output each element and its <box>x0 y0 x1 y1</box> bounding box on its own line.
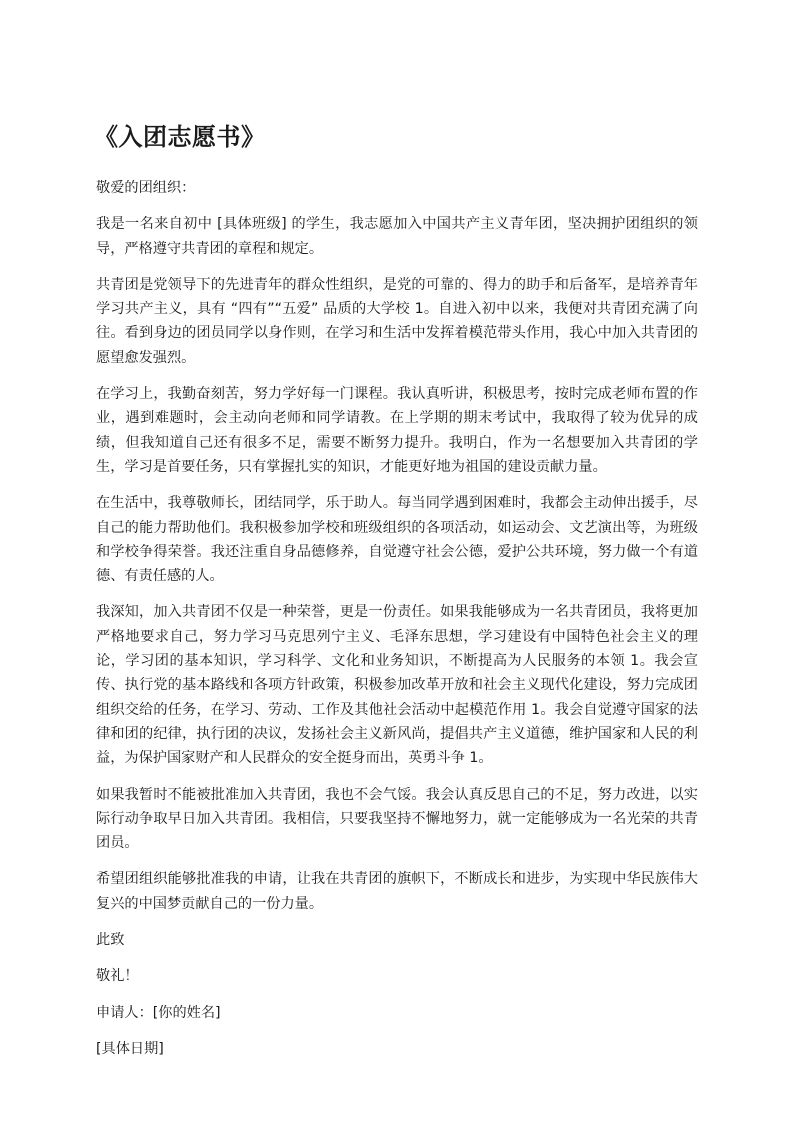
date-line: [具体日期] <box>96 1040 164 1057</box>
applicant-line: 申请人：[你的姓名] <box>96 1004 221 1021</box>
paragraph-life: 在生活中，我尊敬师长，团结同学，乐于助人。每当同学遇到困难时，我都会主动伸出援手，尽自己的能力帮助他们。我积极参加学校和班级组织的各项活动，如运动会、文艺演出等，为班级和学校争得荣誉。我还注重自身品德修养，自觉遵守社会公德，爱护公共环境，努力做一个有道德、有责任感的人。 <box>96 495 698 585</box>
paragraph-hope: 希望团组织能够批准我的申请，让我在共青团的旗帜下，不断成长和进步，为实现中华民族伟大复兴的中国梦贡献自己的一份力量。 <box>96 871 698 912</box>
paragraph-intro: 我是一名来自初中 [具体班级] 的学生，我志愿加入中国共产主义青年团，坚决拥护团组织的领导，严格遵守共青团的章程和规定。 <box>96 216 698 257</box>
closing-line-2: 敬礼！ <box>96 968 139 985</box>
closing-line-1: 此致 <box>96 932 125 949</box>
paragraph-about-league: 共青团是党领导下的先进青年的群众性组织，是党的可靠的、得力的助手和后备军，是培养青年学习共产主义，具有 “四有”“五爱” 品质的大学校 1。自进入初中以来，我便对共青团充满了向往。看到身边的团员同学以身作则，在学习和生活中发挥着模范带头作用，我心中加入共青团的愿望愈发强烈。 <box>96 276 698 366</box>
paragraph-if-rejected: 如果我暂时不能被批准加入共青团，我也不会气馁。我会认真反思自己的不足，努力改进，以实际行动争取早日加入共青团。我相信，只要我坚持不懈地努力，就一定能够成为一名光荣的共青团员。 <box>96 786 698 852</box>
paragraph-study: 在学习上，我勤奋刻苦，努力学好每一门课程。我认真听讲，积极思考，按时完成老师布置的作业，遇到难题时，会主动向老师和同学请教。在上学期的期末考试中，我取得了较为优异的成绩，但我知道自己还有很多不足，需要不断努力提升。我明白，作为一名想要加入共青团的学生，学习是首要任务，只有掌握扎实的知识，才能更好地为祖国的建设贡献力量。 <box>96 386 698 475</box>
paragraph-responsibility: 我深知，加入共青团不仅是一种荣誉，更是一份责任。如果我能够成为一名共青团员，我将更加严格地要求自己，努力学习马克思列宁主义、毛泽东思想，学习建设有中国特色社会主义的理论，学习团的基本知识，学习科学、文化和业务知识，不断提高为人民服务的本领 1。我会宣传、执行党的基本路线和各项方针政策，积极参加改革开放和社会主义现代化建设，努力完成团组织交给的任务，在学习、劳动、工作及其他社会活动中起模范作用 1。我会自觉遵守国家的法律和团的纪律，执行团的决议，发扬社会主义新风尚，提倡共产主义道德，维护国家和人民的利益，为保护国家财产和人民群众的安全挺身而出，英勇斗争 1。 <box>96 604 698 767</box>
document-title: 《入团志愿书》 <box>94 123 266 151</box>
salutation: 敬爱的团组织： <box>96 180 196 196</box>
